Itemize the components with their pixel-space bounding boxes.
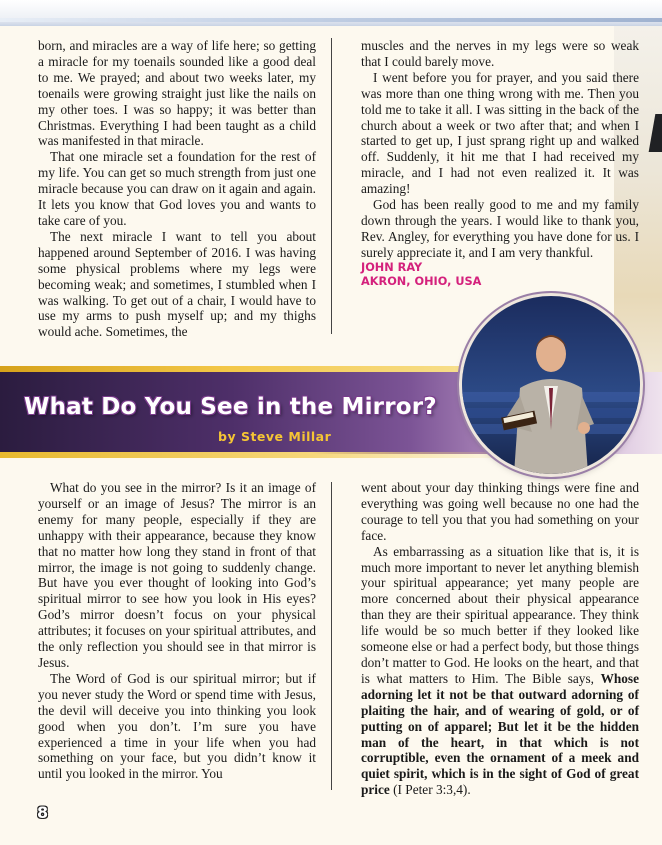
paragraph — [361, 544, 639, 799]
paragraph: The next miracle I want to tell you about happened around September of 2016. I was having some physical problems where my legs were becoming weak; and sometimes, I stumbled when I was walking. To get out of a chair, I would have to use my arms to push myself up; and my thighs would ache. Sometimes, the — [38, 228, 316, 340]
page-top-band — [0, 0, 662, 26]
banner-gold-stripe-bottom — [0, 452, 520, 458]
article-column-right — [361, 480, 639, 798]
column-divider — [331, 38, 332, 334]
paragraph: God has been really good to me and my family down through the years. I would like to thank you, Rev. Angley, for everything you have done for us. I surely appreciate it, and I am very thankful. — [361, 197, 639, 260]
scripture-quote: Whose adorning let it not be that outward adorning of plaiting the hair, and of wearing of gold, or of putting on of apparel; But let it be the hidden man of the heart, in that which is not corruptible, even the ornament of a meek and quiet spirit, which is in the sight of God of great price — [361, 670, 639, 798]
signature-name: JOHN RAY — [361, 260, 423, 274]
paragraph: muscles and the nerves in my legs were so weak that I could barely move. — [361, 38, 639, 69]
article-byline: by Steve Millar — [218, 429, 332, 444]
preacher-photo — [462, 296, 640, 474]
paragraph: What do you see in the mirror? Is it an image of yourself or an image of Jesus? The mirror is an enemy for many people, especially if they are unhappy with their appearance, because they know that no matter how long they stand in front of that mirror, the image is not going to suddenly change. But have you ever thought of looking into God’s spiritual mirror to see how you look in His eyes? God’s mirror doesn’t focus on your physical attributes; it focuses on your spiritual attributes, and the only reflection you should see in that mirror is Jesus. — [38, 480, 316, 670]
scripture-reference: (I Peter 3:3,4). — [393, 782, 471, 798]
paragraph-text: As embarrassing as a situation like that is, it is much more important to never let anything blemish your spiritual appearance; yet many people are more concerned about their physical appearance than they are their spiritual appearance. They think life would be so much better if they looked like someone else or had a perfect body, but those things don’t matter to God. He looks on the heart, and that is what matters to Him. The Bible says, — [361, 543, 639, 686]
signature-location: AKRON, OHIO, USA — [361, 274, 482, 288]
testimony-column-left — [38, 38, 316, 340]
page-number: 8 — [37, 803, 49, 822]
article-column-left — [38, 480, 316, 782]
preacher-photo-illustration — [462, 296, 640, 474]
testimony-column-right — [361, 38, 639, 289]
paragraph: That one miracle set a foundation for the rest of my life. You can get so much strength from just one miracle because you can draw on it again and again. It lets you know that God loves you and wants to take care of you. — [38, 149, 316, 228]
paragraph: born, and miracles are a way of life here; so getting a miracle for my toenails sounded like a good deal to me. We prayed; and about two weeks later, my toenails were growing straight just like the nails on my other toes. I was so happy; it was better than Christmas. Everything I had been taught as a child was manifested in that miracle. — [38, 38, 316, 149]
paragraph: The Word of God is our spiritual mirror; but if you never study the Word or spend time with Jesus, the devil will deceive you into thinking you look good when you don’t. I’m sure you have experienced a time in your life when you had something on your face, but you didn’t know it until you looked in the mirror. You — [38, 670, 316, 782]
column-divider — [331, 482, 332, 790]
paragraph: I went before you for prayer, and you said there was more than one thing wrong with me. Then you told me to take it all. I was sitting in the back of the church about a week or two after that; and when I started to get up, I just sprang right up and walked off. Suddenly, it hit me that I had received my miracle, and I had not even realized it. It was amazing! — [361, 69, 639, 197]
article-title: What Do You See in the Mirror? — [24, 394, 437, 420]
paragraph: went about your day thinking things were fine and everything was going well because no one had the courage to tell you that you had something on your face. — [361, 480, 639, 543]
decorative-shard — [649, 114, 662, 152]
